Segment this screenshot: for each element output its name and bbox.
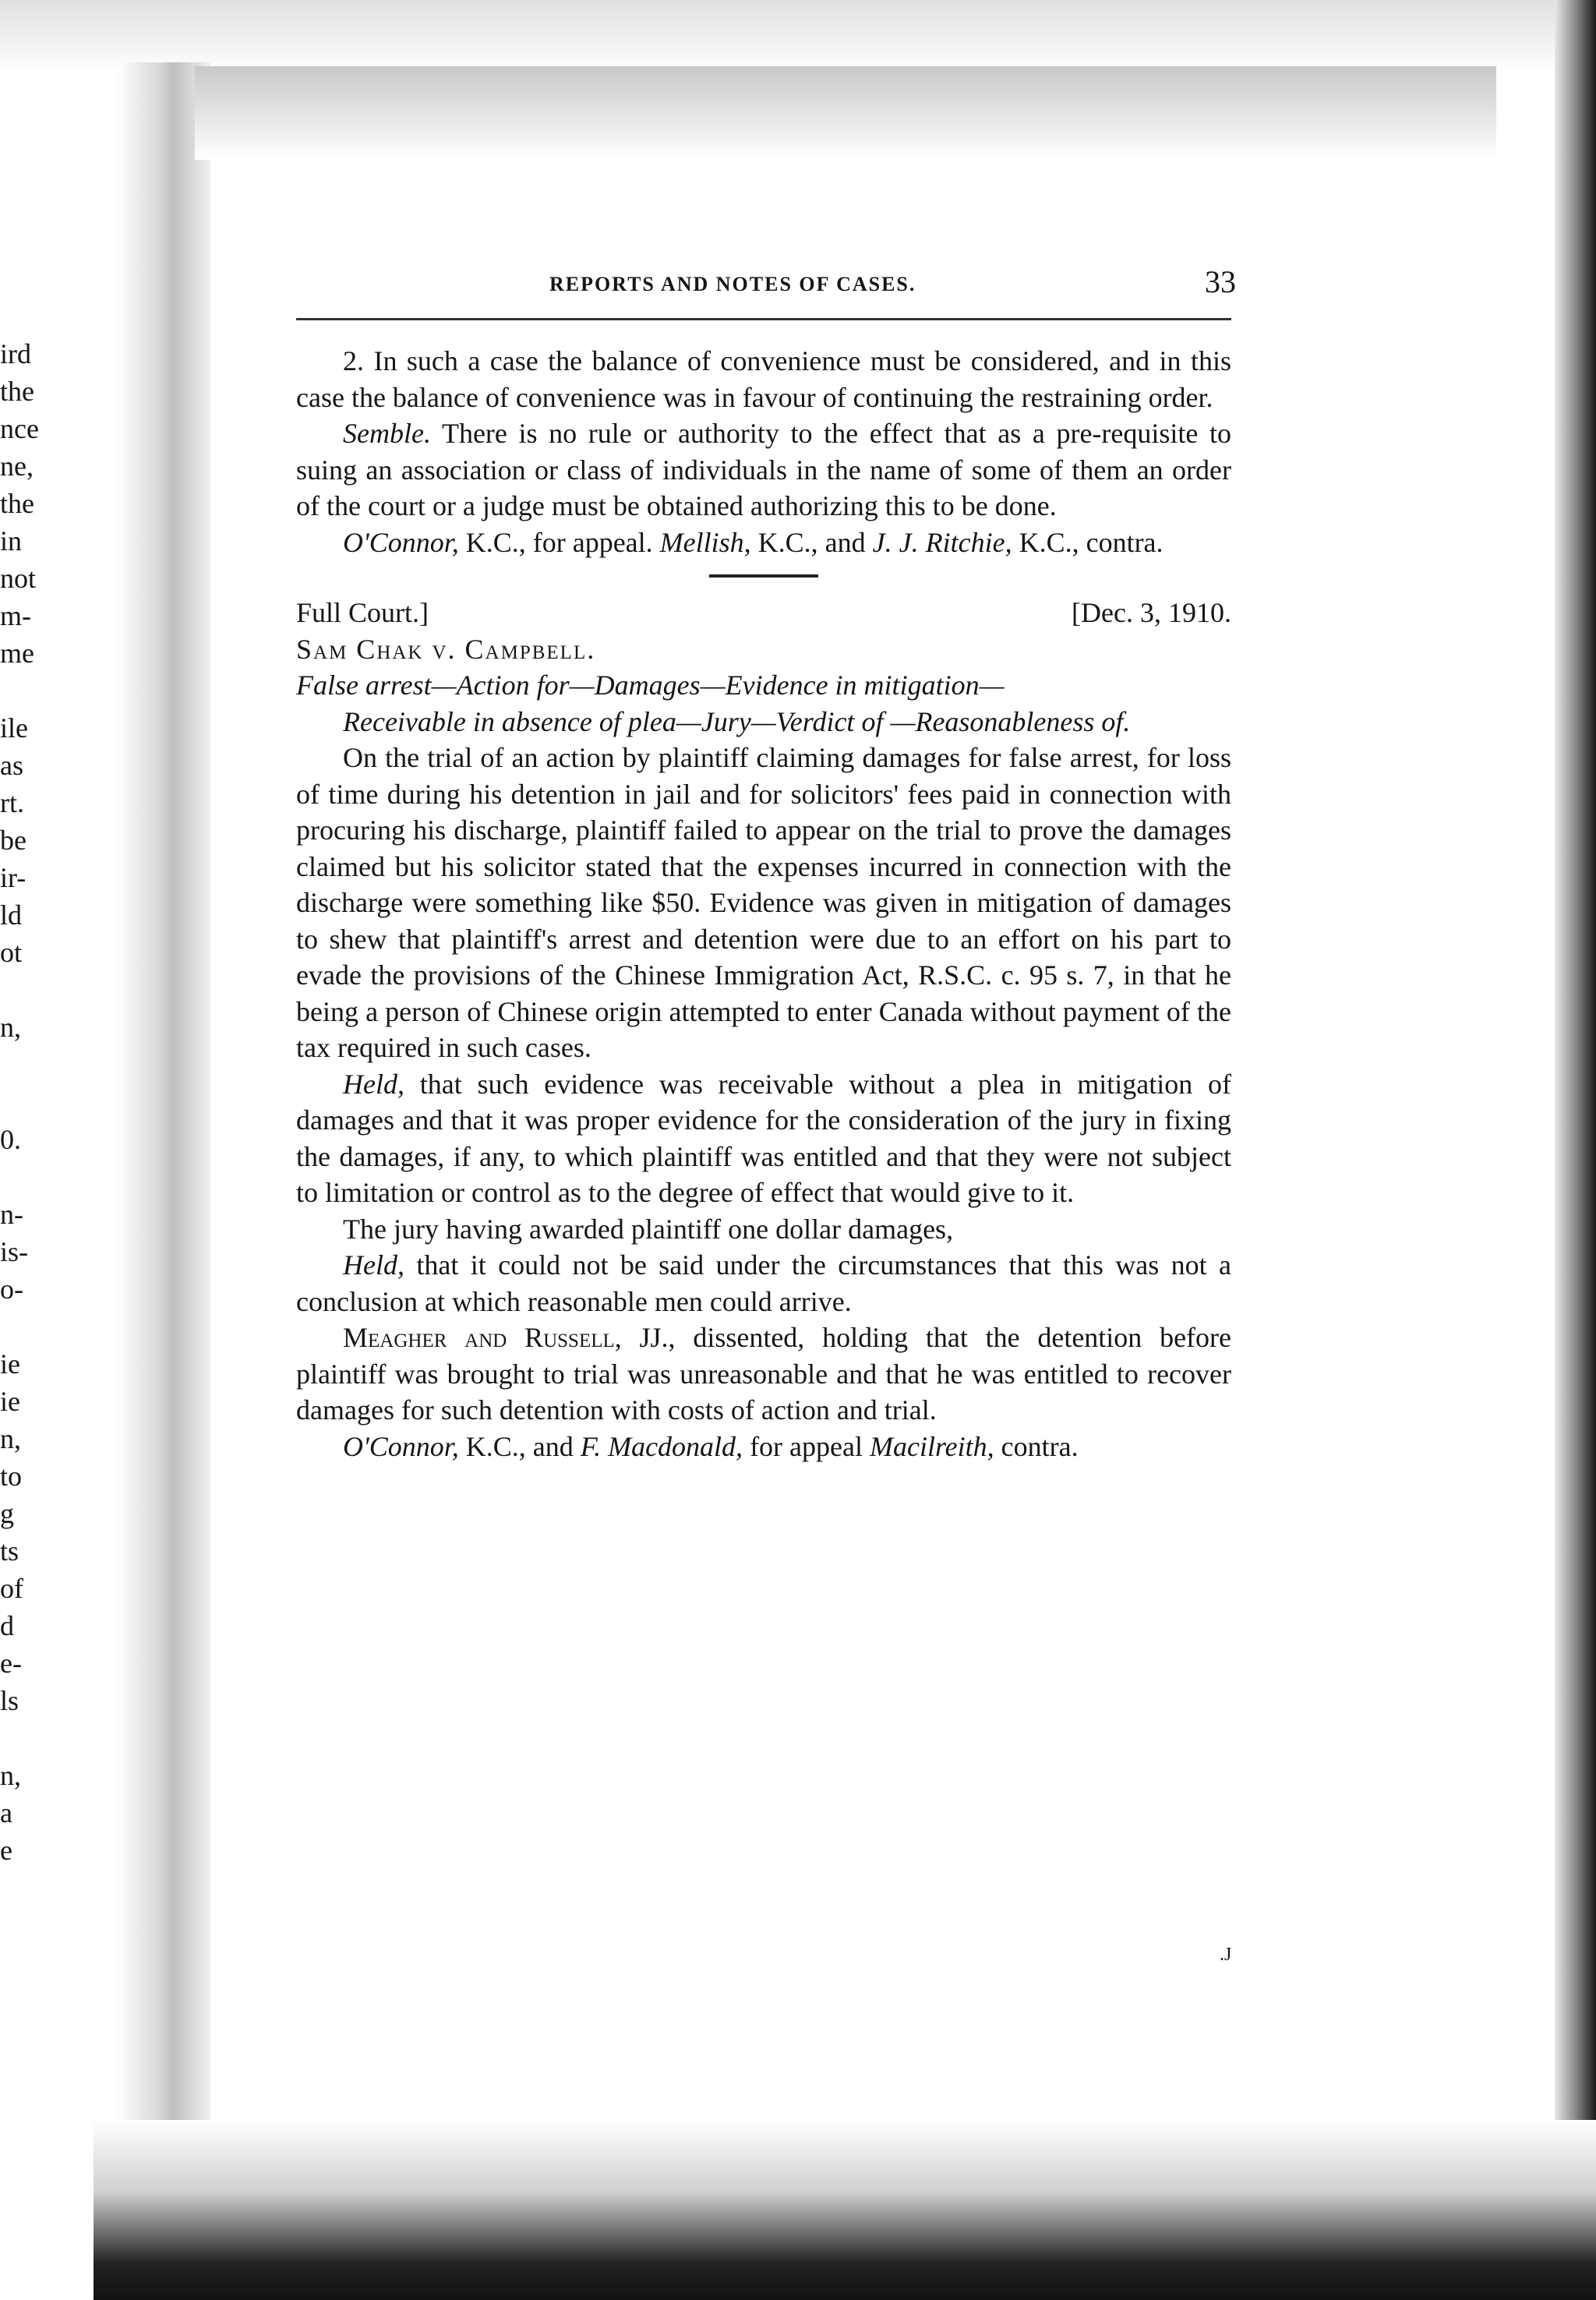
margin-fragment — [0, 1158, 117, 1196]
margin-fragment: m- — [0, 600, 31, 631]
semble-paragraph — [296, 415, 1231, 525]
holding-2 — [296, 1247, 1231, 1320]
counsel-2-name: Mellish, — [659, 526, 751, 558]
margin-fragment: is- — [0, 1236, 28, 1267]
margin-fragment: e — [0, 1835, 12, 1866]
margin-fragment: the — [0, 376, 34, 407]
held-1-text: that such evidence was receivable without a plea in mitigation of damages and that it was proper evidence for the consideration of the jury in fixing the damages, if any, to which plaintiff was entitled and that they were not subject to limitation or control as to the degree of effect that would give to it. — [296, 1068, 1232, 1208]
margin-fragment — [0, 1046, 117, 1083]
dissent — [296, 1320, 1231, 1429]
margin-fragment: in — [0, 525, 23, 556]
margin-fragment: n, — [0, 1760, 21, 1791]
margin-fragment: not — [0, 563, 37, 594]
counsel-2-rest: K.C., and — [757, 526, 866, 558]
margin-fragment: a — [0, 1797, 12, 1828]
held-1-label: Held, — [343, 1068, 404, 1100]
case-date: [Dec. 3, 1910. — [1072, 597, 1231, 628]
margin-fragment: ld — [0, 899, 23, 931]
headnote-first-line: False arrest—Action for—Damages—Evidence in mitigation— — [296, 670, 1005, 701]
prev-case-paragraph-2: 2. In such a case the balance of convenience must be considered, and in this case the balance of convenience was in favour of continuing the restraining order. — [296, 345, 1231, 413]
header-rule — [296, 318, 1231, 320]
counsel-b-rest: for appeal — [750, 1430, 863, 1462]
margin-fragment: ie — [0, 1348, 20, 1380]
margin-fragment — [0, 1083, 117, 1121]
margin-fragment: to — [0, 1461, 23, 1492]
margin-fragment: 0. — [0, 1124, 21, 1155]
counsel-a-name: O'Connor, — [343, 1430, 459, 1462]
counsel-c-name: Macilreith, — [869, 1430, 994, 1462]
dissent-judges: Meagher and Russell, JJ., — [343, 1322, 676, 1353]
margin-fragment: nce — [0, 413, 39, 444]
scan-shadow-page-top — [195, 66, 1496, 160]
semble-text: There is no rule or authority to the effect that as a pre-requisite to suing an association or class of individuals in the name of some of them an order of the court or a judge must be obtained authorizing this to be done. — [296, 418, 1231, 521]
held-2-label: Held, — [343, 1249, 404, 1281]
dissent-text: dissented, holding that the detention before plaintiff was brought to trial was unreasonable and that he was entitled to recover damages for such detention with costs of action and trial. — [296, 1322, 1231, 1426]
case-facts: On the trial of an action by plaintiff claiming damages for false arrest, for loss of time during his detention in jail and for solicitors' fees paid in connection with procuring his discharge, plaintiff failed to appear on the trial to prove the damages claimed but his solicitor stated that the expenses incurred in connection with the discharge were something like $50. Evidence was given in mitigation of damages to shew that plaintiff's arrest and detention were due to an effort on his part to evade the provisions of the Chinese Immigration Act, R.S.C. c. 95 s. 7, in that he being a person of Chinese origin attempted to enter Canada without payment of the tax required in such cases. — [296, 742, 1231, 1063]
scan-edge-right — [1555, 0, 1596, 2300]
margin-fragment — [0, 1308, 117, 1345]
page-number: 33 — [1205, 264, 1236, 299]
case-separator-rule — [709, 574, 818, 578]
margin-fragment: be — [0, 825, 26, 856]
left-page-margin-fragments — [0, 335, 117, 1869]
margin-fragment — [0, 1719, 117, 1757]
margin-fragment: n- — [0, 1199, 23, 1230]
margin-fragment: ls — [0, 1685, 19, 1716]
semble-label: Semble. — [343, 418, 431, 449]
margin-fragment: of — [0, 1573, 23, 1604]
court-name: Full Court.] — [296, 597, 429, 628]
margin-fragment: d — [0, 1610, 14, 1641]
margin-fragment: e- — [0, 1648, 22, 1679]
headnote-continuation: Receivable in absence of plea—Jury—Verdict of —Reasonableness of. — [343, 705, 1131, 737]
margin-fragment — [0, 971, 117, 1009]
counsel-3-name: J. J. Ritchie, — [872, 526, 1012, 558]
margin-fragment: n, — [0, 1012, 21, 1043]
margin-fragment: rt. — [0, 787, 24, 818]
scan-edge-bottom — [94, 2120, 1596, 2300]
holding-1 — [296, 1066, 1231, 1211]
counsel-c-rest: contra. — [1001, 1430, 1079, 1462]
verdict: The jury having awarded plaintiff one dollar damages, — [343, 1213, 954, 1245]
page-header — [296, 264, 1236, 312]
scan-shadow-top — [0, 0, 1596, 74]
margin-fragment — [0, 672, 117, 709]
case-counsel — [296, 1429, 1231, 1465]
held-2-text: that it could not be said under the circumstances that this was not a conclusion at which reasonable men could arrive. — [296, 1249, 1231, 1317]
counsel-1-rest: K.C., for appeal. — [465, 526, 653, 558]
end-mark: .J — [1220, 1945, 1232, 1965]
counsel-3-rest: K.C., contra. — [1019, 526, 1163, 558]
margin-fragment: o- — [0, 1274, 23, 1305]
counsel-b-name: F. Macdonald, — [580, 1430, 743, 1462]
margin-fragment: ne, — [0, 450, 34, 482]
court-date-line — [296, 595, 1231, 631]
margin-fragment: g — [0, 1498, 14, 1529]
margin-fragment: ir- — [0, 862, 26, 893]
margin-fragment: ts — [0, 1535, 19, 1567]
margin-fragment: ile — [0, 712, 28, 744]
margin-fragment: n, — [0, 1423, 21, 1454]
case-title: Sam Chak v. Campbell. — [296, 633, 596, 665]
margin-fragment: the — [0, 488, 34, 519]
prev-case-counsel — [296, 525, 1231, 561]
book-gutter — [117, 62, 210, 2300]
case-headnote — [296, 667, 1231, 740]
margin-fragment: ie — [0, 1386, 20, 1417]
margin-fragment: ot — [0, 937, 23, 968]
margin-fragment: me — [0, 638, 34, 669]
running-head: REPORTS AND NOTES OF CASES. — [549, 273, 916, 295]
margin-fragment: ird — [0, 338, 31, 369]
counsel-1-name: O'Connor, — [343, 526, 459, 558]
margin-fragment: as — [0, 750, 23, 781]
counsel-a-rest: K.C., and — [465, 1430, 574, 1462]
page-body — [296, 343, 1231, 1464]
